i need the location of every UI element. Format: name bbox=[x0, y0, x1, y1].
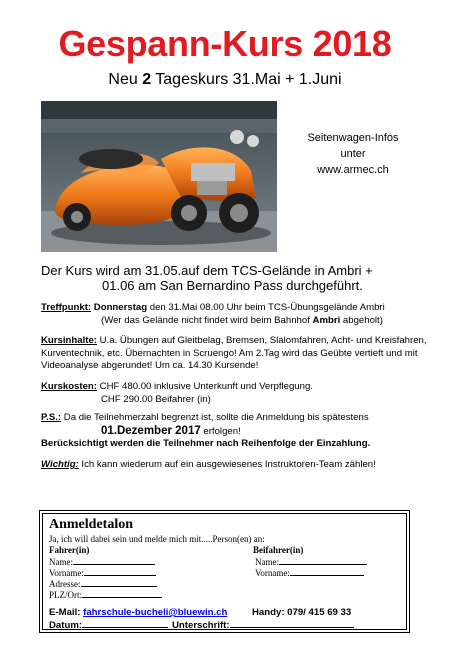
email-label: E-Mail: bbox=[49, 607, 84, 618]
ps-text: Da die Teilnehmerzahl begrenzt ist, sollte die Anmeldung bis spätestens bbox=[61, 412, 369, 423]
handy-number: Handy: 079/ 415 69 33 bbox=[252, 607, 352, 618]
ps-label: P.S.: bbox=[41, 412, 62, 423]
wichtig-section bbox=[41, 459, 433, 472]
lead-text bbox=[41, 263, 421, 293]
kursinhalte-text: U.a. Übungen auf Gleitbelag, Bremsen, Slalomfahren, Acht- und Kreisfahren, Kurventechnik, etc. Übernachten in Scruengo! Am 2.Tag wird das Geübte vertieft und mit Videoanalyse abgerundet! Um ca. 14.30 Kursende! bbox=[41, 335, 427, 371]
kursinhalte-section bbox=[41, 335, 433, 373]
driver-vorname-label: Vorname: bbox=[49, 567, 84, 578]
treffpunkt-note bbox=[41, 315, 433, 328]
form-body bbox=[49, 534, 404, 600]
adresse-label: Adresse: bbox=[49, 578, 81, 589]
plz-label: PLZ/Ort: bbox=[49, 589, 82, 600]
kursinhalte-label: Kursinhalte: bbox=[41, 335, 97, 346]
registration-form bbox=[39, 510, 410, 633]
form-title: Anmeldetalon bbox=[49, 517, 133, 532]
treffpunkt-section bbox=[41, 302, 433, 327]
lead-line-1: Der Kurs wird am 31.05.auf dem TCS-Gelände in Ambri + bbox=[41, 263, 373, 278]
signature-row bbox=[49, 619, 404, 631]
subtitle-bold: 2 bbox=[142, 71, 152, 88]
form-intro: Ja, ich will dabei sein und melde mich mit.....Person(en) an: bbox=[49, 534, 265, 544]
datum-line bbox=[82, 619, 168, 628]
unterschrift-label: Unterschrift: bbox=[172, 620, 230, 631]
email-link[interactable]: fahrschule-bucheli@bluewin.ch bbox=[83, 607, 228, 618]
info-line-1: Seitenwagen-Infos bbox=[307, 132, 399, 144]
note-pre: (Wer das Gelände nicht findet wird beim Bahnhof bbox=[101, 314, 313, 326]
kurskosten-line-2: CHF 290.00 Beifahrer (in) bbox=[101, 393, 211, 405]
contact-row bbox=[49, 607, 404, 619]
ps-section bbox=[41, 412, 433, 451]
plz-field[interactable] bbox=[49, 589, 162, 601]
wichtig-label: Wichtig: bbox=[41, 459, 79, 470]
wichtig-text: Ich kann wiederum auf ein ausgewiesenes Instruktoren-Team zählen! bbox=[78, 459, 376, 470]
unterschrift-field[interactable] bbox=[172, 619, 354, 632]
form-vorname-row bbox=[49, 567, 404, 578]
info-website[interactable]: www.armec.ch bbox=[317, 164, 389, 176]
form-inner-border bbox=[42, 513, 407, 630]
ps-after: erfolgen! bbox=[200, 425, 241, 437]
treffpunkt-text: den 31.Mai 08.00 Uhr beim TCS-Übungsgelände Ambri bbox=[147, 302, 385, 313]
note-bold: Ambri bbox=[312, 314, 341, 326]
passenger-name-line bbox=[279, 556, 367, 565]
datum-field[interactable] bbox=[49, 619, 168, 632]
form-col-headers bbox=[49, 545, 404, 556]
lead-line-2: 01.06 am San Bernardino Pass durchgeführt. bbox=[102, 278, 363, 293]
passenger-vorname-label: Vorname: bbox=[255, 567, 290, 578]
note-post: abgeholt) bbox=[340, 314, 383, 326]
ps-date-line bbox=[41, 425, 433, 439]
subtitle bbox=[0, 70, 450, 90]
driver-name-label: Name: bbox=[49, 556, 73, 567]
form-adresse-row bbox=[49, 578, 404, 589]
sidecar-motorcycle-image bbox=[41, 101, 277, 252]
treffpunkt-label: Treffpunkt: bbox=[41, 302, 92, 313]
subtitle-post: Tageskurs 31.Mai + 1.Juni bbox=[151, 71, 342, 88]
driver-vorname-line bbox=[84, 567, 156, 576]
passenger-name-label: Name: bbox=[255, 556, 279, 567]
deadline-date: 01.Dezember 2017 bbox=[101, 424, 201, 437]
form-name-row bbox=[49, 556, 404, 567]
passenger-vorname-line bbox=[290, 567, 364, 576]
adresse-line bbox=[81, 578, 157, 587]
ps-bold-line: Berücksichtigt werden die Teilnehmer nach Reihenfolge der Einzahlung. bbox=[41, 438, 371, 449]
kurskosten-section bbox=[41, 381, 433, 406]
page-title: Gespann-Kurs 2018 bbox=[58, 23, 392, 64]
treffpunkt-day: Donnerstag bbox=[93, 302, 148, 313]
subtitle-pre: Neu bbox=[108, 71, 143, 88]
sidecar-photo bbox=[41, 101, 277, 252]
email-block bbox=[49, 607, 227, 619]
plz-line bbox=[82, 589, 162, 598]
driver-header: Fahrer(in) bbox=[49, 544, 90, 555]
datum-label: Datum: bbox=[49, 620, 83, 631]
driver-name-line bbox=[73, 556, 155, 565]
info-line-2: unter bbox=[340, 148, 366, 160]
sidecar-info bbox=[278, 130, 428, 178]
kurskosten-label: Kurskosten: bbox=[41, 381, 97, 392]
form-plz-row bbox=[49, 589, 404, 600]
form-contact bbox=[49, 607, 404, 631]
passenger-header: Beifahrer(in) bbox=[253, 544, 304, 555]
kurskosten-line-1: CHF 480.00 inklusive Unterkunft und Verpflegung. bbox=[96, 381, 313, 392]
unterschrift-line bbox=[230, 619, 354, 628]
